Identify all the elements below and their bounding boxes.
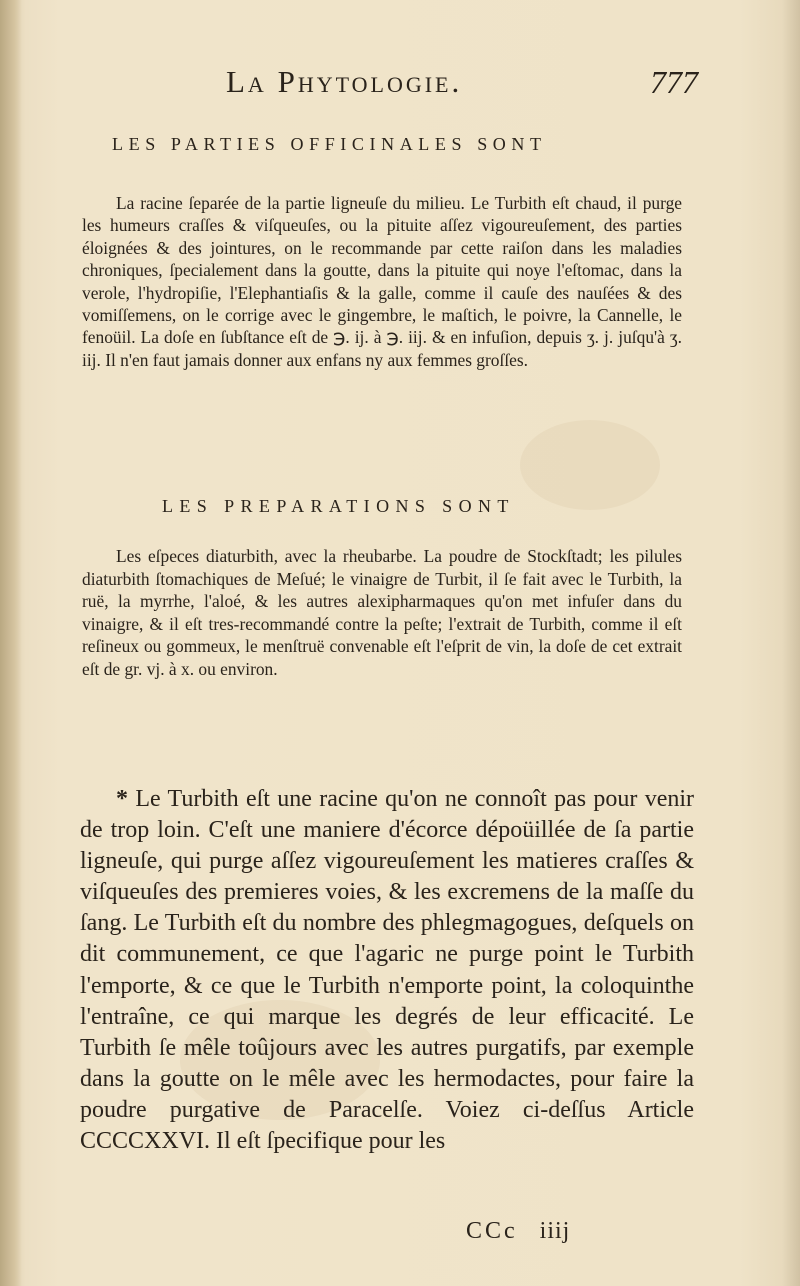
asterisk-marker: * (116, 786, 128, 812)
signature-folio: iiij (539, 1218, 571, 1244)
section-heading-parties: LES PARTIES OFFICINALES SONT (112, 134, 547, 154)
running-title: La Phytologie. (226, 64, 463, 99)
footnote-paragraph (80, 784, 694, 1157)
section-heading-preparations: LES PREPARATIONS SONT (162, 496, 515, 516)
signature-letters: CCc (466, 1218, 518, 1244)
paragraph-preparations: Les eſpeces diaturbith, avec la rheubarbe. La poudre de Stockſtadt; les pilules diaturbith ſtomachiques de Meſué; le vinaigre de Turbit, il ſe fait avec le Turbith, la ruë, la myrrhe, l'aloé, & les autres alexipharmaques qu'on met infuſer dans du vinaigre, & il eſt tres-recommandé contre la peſte; l'extrait de Turbith, comme il eſt reſineux ou gommeux, le menſtruë convenable eſt l'eſprit de vin, la doſe de cet extrait eſt de gr. vj. à x. ou environ. (82, 546, 682, 679)
signature-mark (466, 1218, 570, 1245)
page-edge-shadow (782, 0, 800, 1286)
footnote-text: Le Turbith eſt une racine qu'on ne connoît pas pour venir de trop loin. C'eſt une maniere d'écorce dépoüillée de ſa partie ligneuſe, qui purge aſſez vigoureuſement les matieres craſſes & viſqueuſes des premieres voies, & les excremens de la maſſe du ſang. Le Turbith eſt du nombre des phlegmagogues, deſquels on dit communement, ce que l'agaric ne purge point le Turbith l'emporte, & ce que le Turbith n'emporte point, la coloquinthe l'entraîne, ce qui marque les degrés de leur efficacité. Le Turbith ſe mêle toûjours avec les autres purgatifs, par exemple dans la goutte on le mêle avec les hermodactes, pour faire la poudre purgative de Paracelſe. Voiez ci-deſſus Article CCCCXXVI. Il eſt ſpecifique pour les (80, 786, 695, 1155)
page-number: 777 (650, 64, 698, 100)
page-header (226, 64, 726, 104)
binding-edge (0, 0, 22, 1286)
paragraph-parties-officinales: La racine ſeparée de la partie ligneuſe du milieu. Le Turbith eſt chaud, il purge les humeurs craſſes & viſqueuſes, ou la pituite aſſez vigoureuſement, des parties éloignées & des jointures, on le recommande par cette raiſon dans les maladies chroniques, ſpecialement dans la goutte, dans la pituite qui noye l'eſtomac, dans la verole, l'hydropiſie, l'Elephantiaſis & la galle, comme il cauſe des nauſées & des vomiſſemens, on le corrige avec le gingembre, le maſtich, le poivre, la Cannelle, le fenoüil. La doſe en ſubſtance eſt de ℈. ij. à ℈. iij. & en infuſion, depuis ʒ. j. juſqu'à ʒ. iij. Il n'en faut jamais donner aux enfans ny aux femmes groſſes. (82, 193, 682, 370)
